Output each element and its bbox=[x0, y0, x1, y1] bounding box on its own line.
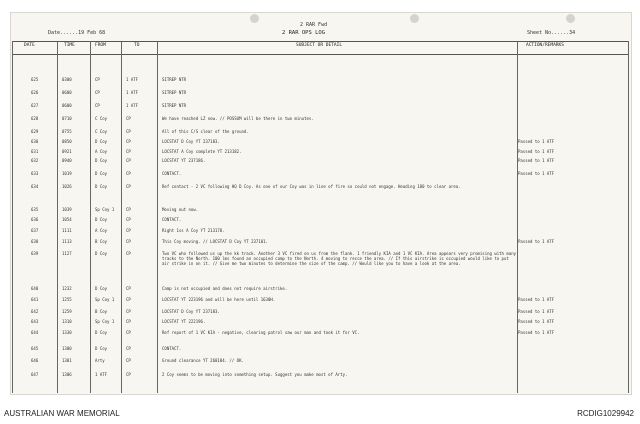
cell-to: 1 ATF bbox=[126, 103, 139, 108]
punch-hole bbox=[566, 14, 575, 23]
header-to: TO bbox=[134, 43, 140, 48]
cell-from: D Coy bbox=[95, 286, 108, 291]
cell-detail: We have reached LZ now. // POSSUM will be there in two minutes. bbox=[162, 116, 314, 121]
cell-to: CP bbox=[126, 184, 131, 189]
header-from: FROM bbox=[95, 43, 106, 48]
cell-from: CP bbox=[95, 77, 100, 82]
cell-from: D Coy bbox=[95, 139, 108, 144]
cell-time: 1301 bbox=[62, 358, 72, 363]
punch-hole bbox=[250, 14, 259, 23]
cell-time: 1111 bbox=[62, 228, 72, 233]
cell-to: CP bbox=[126, 239, 131, 244]
cell-from: Sp Coy 1 bbox=[95, 207, 115, 212]
cell-time: 0921 bbox=[62, 149, 72, 154]
cell-time: 1255 bbox=[62, 297, 72, 302]
cell-detail: Right 1ss A Coy YT 213178. bbox=[162, 228, 225, 233]
cell-serial: 646 bbox=[31, 358, 39, 363]
column-divider bbox=[157, 41, 158, 393]
cell-time: 1113 bbox=[62, 239, 72, 244]
cell-time: 1300 bbox=[62, 346, 72, 351]
cell-detail: CONTACT. bbox=[162, 171, 182, 176]
cell-from: D Coy bbox=[95, 158, 108, 163]
cell-detail: Ref report of 1 VC KIA - negative, clearing patrol saw our man and took it for VC. bbox=[162, 330, 360, 335]
cell-to: CP bbox=[126, 372, 131, 377]
cell-serial: 631 bbox=[31, 149, 39, 154]
cell-to: 1 ATF bbox=[126, 90, 139, 95]
footer-archive: AUSTRALIAN WAR MEMORIAL bbox=[4, 409, 120, 418]
cell-time: 0940 bbox=[62, 158, 72, 163]
cell-remarks: Passed to 1 ATF bbox=[518, 158, 555, 163]
cell-from: D Coy bbox=[95, 330, 108, 335]
cell-serial: 641 bbox=[31, 297, 39, 302]
column-divider bbox=[517, 41, 518, 393]
cell-time: 1330 bbox=[62, 330, 72, 335]
cell-to: CP bbox=[126, 297, 131, 302]
cell-serial: 639 bbox=[31, 251, 39, 256]
header-date: DATE bbox=[24, 43, 35, 48]
cell-time: 0710 bbox=[62, 116, 72, 121]
sheet-number: Sheet No......34 bbox=[527, 30, 576, 36]
cell-time: 0600 bbox=[62, 103, 72, 108]
cell-serial: 637 bbox=[31, 228, 39, 233]
cell-to: CP bbox=[126, 251, 131, 256]
log-sheet bbox=[10, 12, 632, 395]
cell-detail: SITREP NTR bbox=[162, 90, 187, 95]
cell-to: 1 ATF bbox=[126, 77, 139, 82]
cell-from: D Coy bbox=[95, 184, 108, 189]
header-time: TIME bbox=[64, 43, 75, 48]
unit-label: 2 RAR Fwd bbox=[300, 22, 328, 28]
cell-serial: 634 bbox=[31, 184, 39, 189]
cell-detail: LOCSTAT YT 222196. bbox=[162, 319, 206, 324]
cell-time: 1026 bbox=[62, 184, 72, 189]
cell-time: 0600 bbox=[62, 90, 72, 95]
cell-detail: 2 Coy seems to be moving into something setup. Suggest you make most of Arty. bbox=[162, 372, 348, 377]
column-divider bbox=[57, 41, 58, 393]
cell-to: CP bbox=[126, 139, 131, 144]
cell-serial: 625 bbox=[31, 77, 39, 82]
column-divider bbox=[628, 41, 629, 393]
cell-from: 1 ATF bbox=[95, 372, 108, 377]
date-label: Date......19 Feb 68 bbox=[48, 30, 106, 36]
cell-to: CP bbox=[126, 207, 131, 212]
cell-from: B Coy bbox=[95, 239, 108, 244]
cell-to: CP bbox=[126, 346, 131, 351]
cell-from: CP bbox=[95, 90, 100, 95]
cell-serial: 638 bbox=[31, 239, 39, 244]
cell-detail: Ground clearance YT 260184. // OK. bbox=[162, 358, 244, 363]
cell-serial: 642 bbox=[31, 309, 39, 314]
cell-remarks: Passed to 1 ATF bbox=[518, 149, 555, 154]
cell-to: CP bbox=[126, 228, 131, 233]
cell-time: 1306 bbox=[62, 372, 72, 377]
cell-serial: 630 bbox=[31, 139, 39, 144]
cell-remarks: Passed to 1 ATF bbox=[518, 239, 555, 244]
punch-hole bbox=[410, 14, 419, 23]
cell-remarks: Passed to 1 ATF bbox=[518, 309, 555, 314]
cell-time: 1259 bbox=[62, 309, 72, 314]
cell-detail: CONTACT. bbox=[162, 217, 182, 222]
cell-time: 1310 bbox=[62, 319, 72, 324]
cell-from: CP bbox=[95, 103, 100, 108]
cell-detail: Moving out now. bbox=[162, 207, 199, 212]
cell-time: 0755 bbox=[62, 129, 72, 134]
cell-serial: 626 bbox=[31, 90, 39, 95]
cell-detail: LOCSTAT YT 237186. bbox=[162, 158, 206, 163]
column-divider bbox=[90, 41, 91, 393]
cell-serial: 645 bbox=[31, 346, 39, 351]
cell-serial: 628 bbox=[31, 116, 39, 121]
cell-serial: 635 bbox=[31, 207, 39, 212]
cell-serial: 643 bbox=[31, 319, 39, 324]
cell-to: CP bbox=[126, 171, 131, 176]
cell-from: A Coy bbox=[95, 149, 108, 154]
cell-to: CP bbox=[126, 309, 131, 314]
cell-detail: Two VC who followed us up the kk track. Another 3 VC fired on us from the flank. 1 friendly KIA and 1 VC KIA. Area appears very promising with many tracks to the North. 100 lms found an occupied camp to the North. 4 moving to recce the area. // If this airstrike is occupied would like to put air strike in on it. // Give me two minutes to determine the size of the camp. // Would like you to have a look at the area. bbox=[162, 251, 517, 266]
cell-to: CP bbox=[126, 330, 131, 335]
cell-remarks: Passed to 1 ATF bbox=[518, 319, 555, 324]
cell-detail: SITREP NTR bbox=[162, 77, 187, 82]
cell-from: C Coy bbox=[95, 116, 108, 121]
cell-from: D Coy bbox=[95, 217, 108, 222]
cell-from: C Coy bbox=[95, 129, 108, 134]
cell-detail: CONTACT. bbox=[162, 346, 182, 351]
cell-detail: LOCSTAT A Coy complete YT 213182. bbox=[162, 149, 242, 154]
cell-from: D Coy bbox=[95, 346, 108, 351]
cell-remarks: Passed to 1 ATF bbox=[518, 297, 555, 302]
cell-remarks: Passed to 1 ATF bbox=[518, 139, 555, 144]
cell-detail: SITREP NTR bbox=[162, 103, 187, 108]
cell-time: 1054 bbox=[62, 217, 72, 222]
cell-time: 0850 bbox=[62, 139, 72, 144]
cell-detail: LOCSTAT YT 223196 and will be here until 1630H. bbox=[162, 297, 276, 302]
cell-to: CP bbox=[126, 286, 131, 291]
column-divider bbox=[121, 41, 122, 393]
cell-detail: LOCSTAT D Coy YT 237183. bbox=[162, 309, 220, 314]
cell-time: 0300 bbox=[62, 77, 72, 82]
cell-serial: 629 bbox=[31, 129, 39, 134]
cell-from: D Coy bbox=[95, 251, 108, 256]
cell-serial: 644 bbox=[31, 330, 39, 335]
cell-to: CP bbox=[126, 158, 131, 163]
cell-from: Arty bbox=[95, 358, 105, 363]
cell-detail: Camp is not occupied and does not require airstrike. bbox=[162, 286, 288, 291]
cell-to: CP bbox=[126, 149, 131, 154]
cell-remarks: Passed to 1 ATF bbox=[518, 330, 555, 335]
header-subject: SUBJECT OR DETAIL bbox=[296, 43, 343, 48]
cell-to: CP bbox=[126, 116, 131, 121]
cell-remarks: Passed to 1 ATF bbox=[518, 171, 555, 176]
cell-to: CP bbox=[126, 319, 131, 324]
cell-from: B Coy bbox=[95, 309, 108, 314]
cell-serial: 632 bbox=[31, 158, 39, 163]
cell-serial: 627 bbox=[31, 103, 39, 108]
header-remarks: ACTION/REMARKS bbox=[526, 43, 564, 48]
footer-record-id: RCDIG1029942 bbox=[577, 409, 634, 418]
cell-time: 1019 bbox=[62, 171, 72, 176]
cell-time: 1127 bbox=[62, 251, 72, 256]
cell-detail: Ref contact - 2 VC following HQ D Coy. As one of our Coy was in line of fire so could not engage. Heading 180 to clear area. bbox=[162, 184, 461, 189]
cell-detail: This Coy moving. // LOCSTAT D Coy YT 237181. bbox=[162, 239, 268, 244]
cell-time: 1039 bbox=[62, 207, 72, 212]
cell-serial: 636 bbox=[31, 217, 39, 222]
cell-to: CP bbox=[126, 358, 131, 363]
cell-serial: 640 bbox=[31, 286, 39, 291]
cell-from: D Coy bbox=[95, 171, 108, 176]
cell-time: 1232 bbox=[62, 286, 72, 291]
cell-detail: All of this C/S clear of the ground. bbox=[162, 129, 249, 134]
cell-from: A Coy bbox=[95, 228, 108, 233]
cell-to: CP bbox=[126, 129, 131, 134]
cell-serial: 647 bbox=[31, 372, 39, 377]
log-title: 2 RAR OPS LOG bbox=[282, 30, 326, 36]
cell-to: CP bbox=[126, 217, 131, 222]
cell-from: Sp Coy 1 bbox=[95, 319, 115, 324]
cell-from: Sp Coy 1 bbox=[95, 297, 115, 302]
cell-serial: 633 bbox=[31, 171, 39, 176]
cell-detail: LOCSTAT D Coy YT 237183. bbox=[162, 139, 220, 144]
column-divider bbox=[12, 41, 13, 393]
